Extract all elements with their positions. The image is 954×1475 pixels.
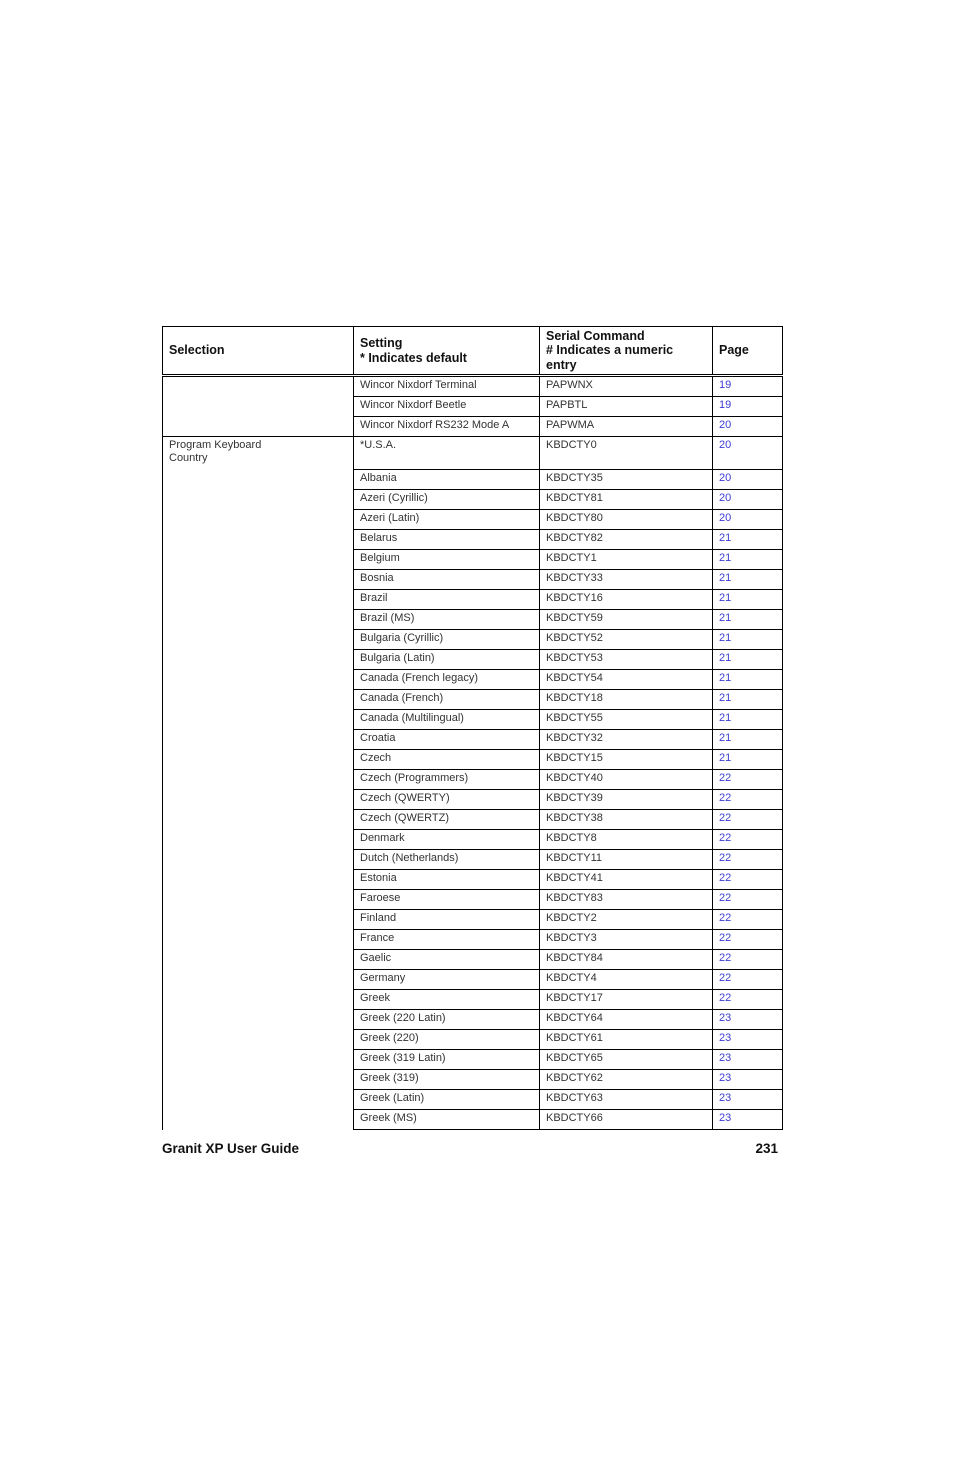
serial-command-cell: KBDCTY11 (540, 850, 713, 870)
setting-cell: Wincor Nixdorf Terminal (354, 376, 540, 397)
serial-command-cell: KBDCTY1 (540, 550, 713, 570)
page-cell (713, 690, 783, 710)
page-cell (713, 530, 783, 550)
setting-cell: Finland (354, 910, 540, 930)
serial-command-cell: KBDCTY17 (540, 990, 713, 1010)
serial-command-cell: PAPBTL (540, 397, 713, 417)
page-link[interactable]: 21 (719, 652, 732, 664)
page-cell (713, 1110, 783, 1130)
page-cell (713, 930, 783, 950)
page-cell (713, 1070, 783, 1090)
page-cell (713, 990, 783, 1010)
page-cell (713, 417, 783, 437)
page-cell (713, 510, 783, 530)
settings-table-container (162, 326, 782, 1130)
page-cell (713, 910, 783, 930)
page-cell (713, 470, 783, 490)
selection-cell (163, 437, 354, 1130)
page-cell (713, 890, 783, 910)
page-cell (713, 750, 783, 770)
header-serial-line3: entry (546, 357, 577, 372)
setting-cell: Dutch (Netherlands) (354, 850, 540, 870)
selection-label-line2: Country (169, 452, 208, 464)
page-cell (713, 550, 783, 570)
setting-cell: Canada (Multilingual) (354, 710, 540, 730)
serial-command-cell: PAPWMA (540, 417, 713, 437)
page-cell (713, 870, 783, 890)
selection-cell (163, 376, 354, 437)
setting-cell: Greek (319) (354, 1070, 540, 1090)
serial-command-cell: KBDCTY64 (540, 1010, 713, 1030)
setting-cell: Denmark (354, 830, 540, 850)
serial-command-cell: KBDCTY18 (540, 690, 713, 710)
page-cell (713, 630, 783, 650)
setting-cell: Belarus (354, 530, 540, 550)
page-cell (713, 570, 783, 590)
serial-command-cell: KBDCTY32 (540, 730, 713, 750)
page-link[interactable]: 21 (719, 552, 732, 564)
serial-command-cell: KBDCTY52 (540, 630, 713, 650)
header-setting-line1: Setting (360, 336, 403, 350)
table-header (163, 327, 783, 376)
header-page-label: Page (719, 343, 749, 358)
serial-command-cell: KBDCTY82 (540, 530, 713, 550)
serial-command-cell: KBDCTY59 (540, 610, 713, 630)
page-link[interactable]: 21 (719, 692, 732, 704)
setting-cell: Greek (MS) (354, 1110, 540, 1130)
page-cell (713, 590, 783, 610)
selection-label-line1: Program Keyboard (169, 439, 262, 451)
setting-cell: Czech (354, 750, 540, 770)
setting-cell: Croatia (354, 730, 540, 750)
page-cell (713, 376, 783, 397)
setting-cell: Wincor Nixdorf RS232 Mode A (354, 417, 540, 437)
serial-command-cell: KBDCTY62 (540, 1070, 713, 1090)
serial-command-cell: PAPWNX (540, 376, 713, 397)
page-cell (713, 1030, 783, 1050)
setting-cell: Bulgaria (Cyrillic) (354, 630, 540, 650)
serial-command-cell: KBDCTY0 (540, 437, 713, 470)
setting-cell: Bulgaria (Latin) (354, 650, 540, 670)
serial-command-cell: KBDCTY84 (540, 950, 713, 970)
page-link[interactable]: 22 (719, 972, 732, 984)
serial-command-cell: KBDCTY4 (540, 970, 713, 990)
settings-table (162, 326, 783, 1130)
page-link[interactable]: 23 (719, 1092, 732, 1104)
setting-cell: France (354, 930, 540, 950)
serial-command-cell: KBDCTY3 (540, 930, 713, 950)
page-cell (713, 970, 783, 990)
page-link[interactable]: 22 (719, 812, 732, 824)
page-link[interactable]: 20 (719, 419, 732, 431)
serial-command-cell: KBDCTY38 (540, 810, 713, 830)
setting-cell: Greek (319 Latin) (354, 1050, 540, 1070)
page-link[interactable]: 21 (719, 592, 732, 604)
page-cell (713, 810, 783, 830)
page-link[interactable]: 21 (719, 732, 732, 744)
page-link[interactable]: 21 (719, 672, 732, 684)
setting-cell: Azeri (Latin) (354, 510, 540, 530)
setting-cell: Gaelic (354, 950, 540, 970)
setting-cell: Estonia (354, 870, 540, 890)
serial-command-cell: KBDCTY83 (540, 890, 713, 910)
page-link[interactable]: 19 (719, 379, 732, 391)
serial-command-cell: KBDCTY41 (540, 870, 713, 890)
table-body (163, 376, 783, 1130)
setting-cell: Belgium (354, 550, 540, 570)
setting-cell: Canada (French) (354, 690, 540, 710)
page-link[interactable]: 22 (719, 872, 732, 884)
page-link[interactable]: 22 (719, 952, 732, 964)
serial-command-cell: KBDCTY8 (540, 830, 713, 850)
page-link[interactable]: 23 (719, 1032, 732, 1044)
serial-command-cell: KBDCTY53 (540, 650, 713, 670)
page-link[interactable]: 22 (719, 992, 732, 1004)
serial-command-cell: KBDCTY33 (540, 570, 713, 590)
page-cell (713, 730, 783, 750)
page-cell (713, 710, 783, 730)
header-serial-line2: # Indicates a numeric (546, 343, 674, 358)
serial-command-cell: KBDCTY54 (540, 670, 713, 690)
page-cell (713, 437, 783, 470)
serial-command-cell: KBDCTY2 (540, 910, 713, 930)
setting-cell: Bosnia (354, 570, 540, 590)
setting-cell: *U.S.A. (354, 437, 540, 470)
setting-cell: Greek (220) (354, 1030, 540, 1050)
setting-cell: Czech (Programmers) (354, 770, 540, 790)
serial-command-cell: KBDCTY55 (540, 710, 713, 730)
page-cell (713, 770, 783, 790)
footer-page-number: 231 (755, 1141, 778, 1156)
setting-cell: Greek (220 Latin) (354, 1010, 540, 1030)
page-link[interactable]: 22 (719, 832, 732, 844)
serial-command-cell: KBDCTY35 (540, 470, 713, 490)
page-cell (713, 650, 783, 670)
setting-cell: Germany (354, 970, 540, 990)
footer-doc-title: Granit XP User Guide (162, 1141, 300, 1156)
serial-command-cell: KBDCTY65 (540, 1050, 713, 1070)
page-link[interactable]: 22 (719, 892, 732, 904)
serial-command-cell: KBDCTY39 (540, 790, 713, 810)
page-link[interactable]: 23 (719, 1052, 732, 1064)
serial-command-cell: KBDCTY15 (540, 750, 713, 770)
page-cell (713, 830, 783, 850)
table-row (163, 376, 783, 397)
serial-command-cell: KBDCTY61 (540, 1030, 713, 1050)
setting-cell: Albania (354, 470, 540, 490)
page-cell (713, 670, 783, 690)
page-cell (713, 610, 783, 630)
page-cell (713, 1010, 783, 1030)
table-row (163, 437, 783, 470)
page-cell (713, 1090, 783, 1110)
page-link[interactable]: 19 (719, 399, 732, 411)
setting-cell: Brazil (MS) (354, 610, 540, 630)
setting-cell: Czech (QWERTZ) (354, 810, 540, 830)
page-cell (713, 1050, 783, 1070)
page-link[interactable]: 20 (719, 492, 732, 504)
serial-command-cell: KBDCTY80 (540, 510, 713, 530)
header-setting-line2: * Indicates default (360, 350, 467, 365)
serial-command-cell: KBDCTY16 (540, 590, 713, 610)
header-serial-command (540, 327, 713, 376)
page-link[interactable]: 22 (719, 772, 732, 784)
page-link[interactable]: 21 (719, 632, 732, 644)
page-cell (713, 490, 783, 510)
page-link[interactable]: 22 (719, 912, 732, 924)
header-setting (354, 327, 540, 376)
serial-command-cell: KBDCTY40 (540, 770, 713, 790)
page-cell (713, 950, 783, 970)
setting-cell: Wincor Nixdorf Beetle (354, 397, 540, 417)
page-cell (713, 790, 783, 810)
page-link[interactable]: 21 (719, 572, 732, 584)
page-link[interactable]: 23 (719, 1012, 732, 1024)
setting-cell: Czech (QWERTY) (354, 790, 540, 810)
page-link[interactable]: 22 (719, 792, 732, 804)
serial-command-cell: KBDCTY66 (540, 1110, 713, 1130)
header-page (713, 327, 783, 376)
header-selection-label: Selection (169, 343, 225, 358)
page-cell (713, 397, 783, 417)
page-link[interactable]: 21 (719, 612, 732, 624)
page-link[interactable]: 21 (719, 712, 732, 724)
page-link[interactable]: 20 (719, 472, 732, 484)
page-link[interactable]: 23 (719, 1112, 732, 1124)
page-cell (713, 850, 783, 870)
page-link[interactable]: 20 (719, 512, 732, 524)
setting-cell: Canada (French legacy) (354, 670, 540, 690)
header-selection (163, 327, 354, 376)
serial-command-cell: KBDCTY81 (540, 490, 713, 510)
page-link[interactable]: 22 (719, 932, 732, 944)
setting-cell: Brazil (354, 590, 540, 610)
setting-cell: Faroese (354, 890, 540, 910)
setting-cell: Azeri (Cyrillic) (354, 490, 540, 510)
serial-command-cell: KBDCTY63 (540, 1090, 713, 1110)
setting-cell: Greek (354, 990, 540, 1010)
page-link[interactable]: 20 (719, 439, 732, 451)
page-link[interactable]: 21 (719, 532, 732, 544)
page-link[interactable]: 21 (719, 752, 732, 764)
page-link[interactable]: 22 (719, 852, 732, 864)
page-link[interactable]: 23 (719, 1072, 732, 1084)
setting-cell: Greek (Latin) (354, 1090, 540, 1110)
header-serial-line1: Serial Command (546, 328, 645, 343)
